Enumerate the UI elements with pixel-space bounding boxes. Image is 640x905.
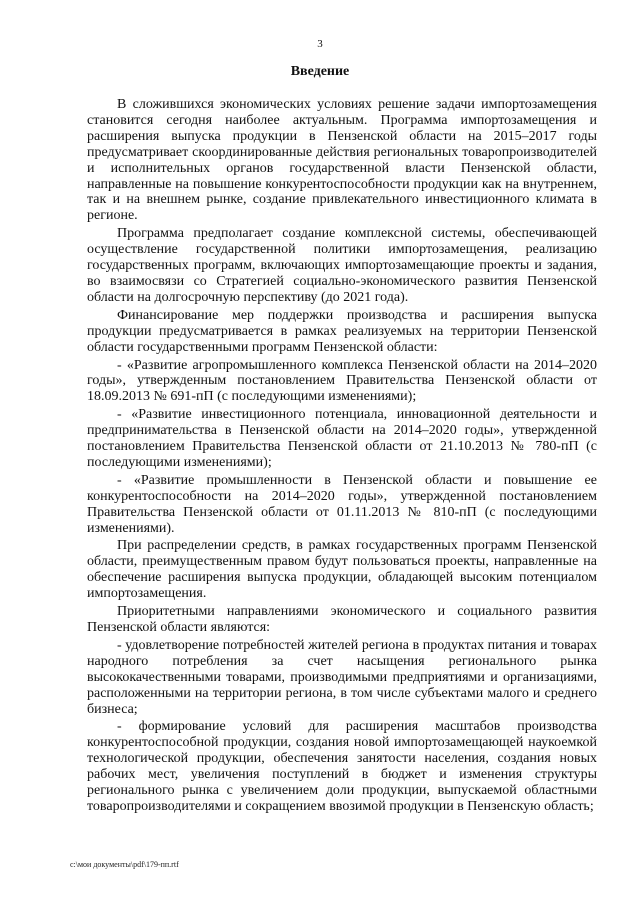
paragraph: При распределении средств, в рамках государственных программ Пензенской области, преимущественным правом будут пользоваться проекты, направленные на обеспечение расширения выпуска продукции, обладающей высоким потенциалом импортозамещения.: [87, 538, 597, 602]
list-item: - «Развитие промышленности в Пензенской области и повышение ее конкурентоспособности на 2014–2020 годы», утвержденной постановлением Правительства Пензенской области от 01.11.2013 № 810-пП (с последующими изменениями).: [87, 472, 597, 536]
paragraph: Программа предполагает создание комплексной системы, обеспечивающей осуществление государственной политики импортозамещения, реализацию государственных программ, включающих импортозамещающие проекты и задания, во взаимосвязи со Стратегией социально-экономического развития Пензенской области на долгосрочную перспективу (до 2021 года).: [87, 226, 597, 305]
paragraph: Приоритетными направлениями экономического и социального развития Пензенской области являются:: [87, 604, 597, 635]
list-item: - «Развитие агропромышленного комплекса Пензенской области на 2014–2020 годы», утвержденным постановлением Правительства Пензенской области от 18.09.2013 № 691-пП (с последующими изменениями);: [87, 357, 597, 405]
list-item: - формирование условий для расширения масштабов производства конкурентоспособной продукции, создания новой импортозамещающей наукоемкой технологической продукции, обеспечения занятости населения, создания новых рабочих мест, увеличения поступлений в бюджет и изменения структуры регионального рынка с увеличением доли продукции, выпускаемой областными товаропроизводителями и сокращением ввозимой продукции в Пензенскую область;: [87, 719, 597, 814]
list-item: - удовлетворение потребностей жителей региона в продуктах питания и товарах народного потребления за счет насыщения регионального рынка высококачественными товарами, производимыми предприятиями и организациями, расположенными на территории региона, в том числе субъектами малого и среднего бизнеса;: [87, 637, 597, 717]
paragraph: Финансирование мер поддержки производства и расширения выпуска продукции предусматривается в рамках реализуемых на территории Пензенской области государственными программ Пензенской области:: [87, 307, 597, 355]
page-number: 3: [317, 38, 323, 50]
list-item: - «Развитие инвестиционного потенциала, инновационной деятельности и предпринимательства в Пензенской области на 2014–2020 годы», утвержденной постановлением Правительства Пензенской области от 21.10.2013 № 780-пП (с последующими изменениями);: [87, 407, 597, 470]
file-path-footer: c:\мои документы\pdf\179-пп.rtf: [70, 860, 179, 869]
page-title: Введение: [290, 64, 350, 79]
paragraph: В сложившихся экономических условиях решение задачи импортозамещения становится сегодня наиболее актуальным. Программа импортозамещения и расширения выпуска продукции в Пензенской области на 2015–2017 годы предусматривает скоординированные действия региональных товаропроизводителей и исполнительных органов государственной власти Пензенской области, направленные на повышение конкурентоспособности продукции как на внутреннем, так и на внешнем рынке, создание привлекательного инвестиционного климата в регионе.: [87, 97, 597, 224]
document-body: [87, 97, 597, 817]
